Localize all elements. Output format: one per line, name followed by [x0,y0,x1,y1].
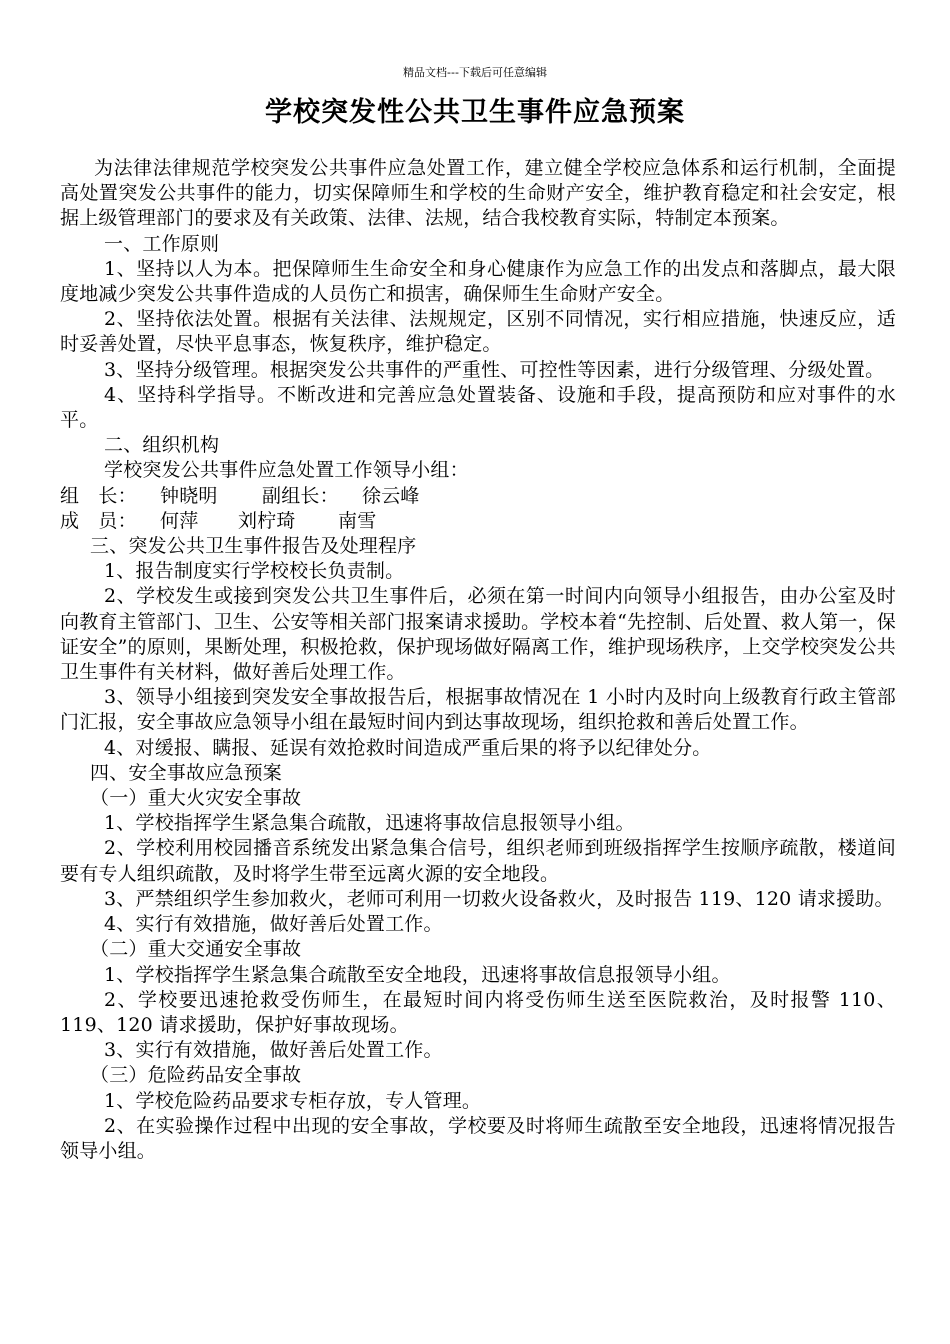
paragraph: 3、实行有效措施，做好善后处置工作。 [104,1039,443,1062]
subsection-heading: （二）重大交通安全事故 [90,938,302,961]
paragraph: 学校突发公共事件应急处置工作领导小组： [104,459,469,482]
section-heading: 四、安全事故应急预案 [90,761,283,784]
paragraph: 2、在实验操作过程中出现的安全事故，学校要及时将师生疏散至安全地段，迅速将情况报告领导小组。 [60,1114,896,1162]
paragraph: 3、领导小组接到突发安全事故报告后，根据事故情况在 1 小时内及时向上级教育行政主管部门汇报，安全事故应急领导小组在最短时间内到达事故现场，组织抢救和善后处置工作。 [60,686,896,734]
paragraph: 3、坚持分级管理。根据突发公共事件的严重性、可控性等因素，进行分级管理、分级处置。 [104,358,885,381]
paragraph: 2、学校利用校园播音系统发出紧急集合信号，组织老师到班级指挥学生按顺序疏散，楼道间要有专人组织疏散，及时将学生带至远离火源的安全地段。 [60,837,896,885]
paragraph: 3、严禁组织学生参加救火，老师可利用一切救火设备救火，及时报告 119、120 请求援助。 [104,887,894,910]
member-name: 何萍 [160,509,199,532]
member-name: 刘柠琦 [238,509,296,532]
header-note: 精品文档---下载后可任意编辑 [403,66,547,79]
paragraph: 2、学校要迅速抢救受伤师生，在最短时间内将受伤师生送至医院救治，及时报警 110、119、120 请求援助，保护好事故现场。 [60,988,896,1036]
document-body [60,156,896,1164]
section-heading: 一、工作原则 [104,232,220,255]
deputy-label: 副组长： [262,484,339,507]
leader-name: 钟晓明 [160,484,218,507]
paragraph: 4、对缓报、瞒报、延误有效抢救时间造成严重后果的将予以纪律处分。 [104,736,712,759]
member-label: 成 员： [60,509,137,532]
paragraph: 1、学校指挥学生紧急集合疏散至安全地段，迅速将事故信息报领导小组。 [104,963,731,986]
paragraph: 1、坚持以人为本。把保障师生生命安全和身心健康作为应急工作的出发点和落脚点，最大限度地减少突发公共事件造成的人员伤亡和损害，确保师生生命财产安全。 [60,257,896,306]
paragraph: 1、学校危险药品要求专柜存放，专人管理。 [104,1089,482,1112]
paragraph: 2、坚持依法处置。根据有关法律、法规规定，区别不同情况，实行相应措施，快速反应，适时妥善处置，尽快平息事态，恢复秩序，维护稳定。 [60,308,896,356]
subsection-heading: （一）重大火灾安全事故 [90,787,302,810]
paragraph: 1、报告制度实行学校校长负责制。 [104,560,405,583]
member-name: 南雪 [338,509,377,532]
paragraph: 1、学校指挥学生紧急集合疏散，迅速将事故信息报领导小组。 [104,812,635,835]
deputy-name: 徐云峰 [362,484,420,507]
org-member-row [60,509,896,534]
paragraph: 4、实行有效措施，做好善后处置工作。 [104,913,443,936]
intro-paragraph: 为法律法律规范学校突发公共事件应急处置工作，建立健全学校应急体系和运行机制，全面提高处置突发公共事件的能力，切实保障师生和学校的生命财产安全，维护教育稳定和社会安定，根据上级管理部门的要求及有关政策、法律、法规，结合我校教育实际，特制定本预案。 [60,157,896,230]
document-title: 学校突发性公共卫生事件应急预案 [265,97,685,128]
org-leader-row [60,484,896,509]
section-heading: 三、突发公共卫生事件报告及处理程序 [90,535,417,558]
paragraph: 4、坚持科学指导。不断改进和完善应急处置装备、设施和手段，提高预防和应对事件的水平。 [60,383,896,432]
section-heading: 二、组织机构 [104,434,220,457]
paragraph: 2、学校发生或接到突发公共卫生事件后，必须在第一时间内向领导小组报告，由办公室及时向教育主管部门、卫生、公安等相关部门报案请求援助。学校本着“先控制、后处置、救人第一，保证安全”的原则，果断处理，积极抢救，保护现场做好隔离工作，维护现场秩序，上交学校突发公共卫生事件有关材料，做好善后处理工作。 [60,585,896,684]
leader-label: 组 长： [60,484,137,507]
subsection-heading: （三）危险药品安全事故 [90,1064,302,1087]
